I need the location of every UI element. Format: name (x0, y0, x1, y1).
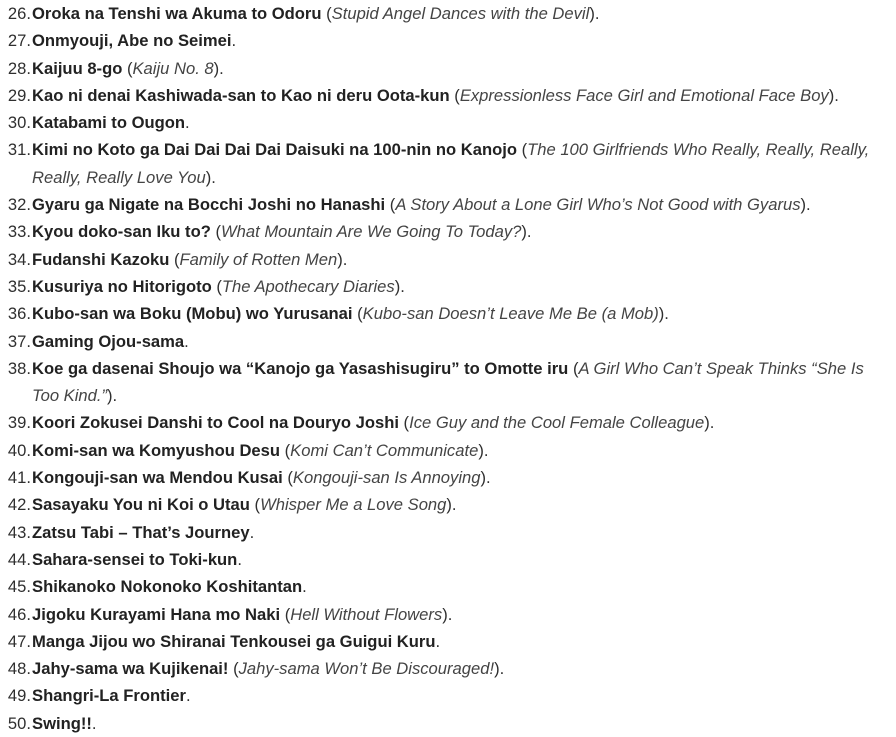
item-title: Manga Jijou wo Shiranai Tenkousei ga Guigui Kuru (32, 631, 436, 651)
list-item (0, 191, 890, 218)
item-english-title: Kongouji-san Is Annoying (292, 468, 481, 488)
item-text: Gyaru ga Nigate na Bocchi Joshi no Hanashi (A Story About a Lone Girl Who’s Not Good with Gyarus). (32, 195, 811, 215)
item-text: Jahy-sama wa Kujikenai! (Jahy-sama Won’t Be Discouraged!). (32, 659, 505, 679)
item-number: 44. (7, 549, 31, 569)
item-text: Koori Zokusei Danshi to Cool na Douryo Joshi (Ice Guy and the Cool Female Colleague). (32, 413, 715, 433)
list-item (0, 519, 890, 546)
item-text: Kusuriya no Hitorigoto (The Apothecary Diaries). (32, 276, 405, 296)
item-text: Koe ga dasenai Shoujo wa “Kanojo ga Yasashisugiru” to Omotte iru (A Girl Who Can’t Speak Thinks “She Is Too Kind.”). (32, 358, 864, 406)
item-title: Gyaru ga Nigate na Bocchi Joshi no Hanashi (32, 195, 386, 215)
item-title: Katabami to Ougon (32, 113, 186, 133)
item-text: Onmyouji, Abe no Seimei. (32, 31, 237, 51)
item-text: Jigoku Kurayami Hana mo Naki (Hell Without Flowers). (32, 604, 453, 624)
item-text: Kimi no Koto ga Dai Dai Dai Dai Daisuki na 100-nin no Kanojo (The 100 Girlfriends Who Really, Really, Really, Really, Really Love You). (32, 140, 870, 187)
item-title: Jahy-sama wa Kujikenai! (32, 659, 229, 679)
item-english-title: What Mountain Are We Going To Today? (221, 222, 522, 242)
list-item (0, 218, 890, 245)
list-item (0, 682, 890, 709)
item-text: Shangri-La Frontier. (32, 686, 191, 706)
list-item (0, 300, 890, 327)
item-english-title: Whisper Me a Love Song (260, 495, 447, 515)
item-number: 27. (7, 31, 31, 51)
item-text: Oroka na Tenshi wa Akuma to Odoru (Stupid Angel Dances with the Devil). (32, 4, 600, 23)
list-item (0, 136, 890, 191)
list-item (0, 601, 890, 628)
item-text: Kongouji-san wa Mendou Kusai (Kongouji-san Is Annoying). (32, 468, 491, 488)
item-number: 46. (7, 604, 31, 624)
item-text: Komi-san wa Komyushou Desu (Komi Can’t Communicate). (32, 440, 489, 460)
item-number: 26. (7, 4, 31, 23)
item-title: Kaijuu 8-go (32, 58, 123, 78)
list-item (0, 273, 890, 300)
item-title: Shikanoko Nokonoko Koshitantan (32, 577, 303, 597)
list-item (0, 464, 890, 491)
item-number: 43. (7, 522, 31, 542)
list-item (0, 109, 890, 136)
item-number: 36. (7, 304, 31, 324)
list-item (0, 82, 890, 109)
item-title: Sasayaku You ni Koi o Utau (32, 495, 250, 515)
item-title: Kusuriya no Hitorigoto (32, 276, 212, 296)
item-english-title: Jahy-sama Won’t Be Discouraged! (238, 659, 495, 679)
item-english-title: Expressionless Face Girl and Emotional Face Boy (459, 85, 829, 105)
list-item (0, 573, 890, 600)
list-item (0, 246, 890, 273)
item-title: Komi-san wa Komyushou Desu (32, 440, 281, 460)
item-english-title: Family of Rotten Men (179, 249, 338, 269)
item-number: 33. (7, 222, 31, 242)
item-english-title: Kubo-san Doesn’t Leave Me Be (a Mob) (362, 304, 659, 324)
item-number: 49. (7, 686, 31, 706)
item-title: Sahara-sensei to Toki-kun (32, 549, 238, 569)
item-text: Shikanoko Nokonoko Koshitantan. (32, 577, 307, 597)
item-text: Kubo-san wa Boku (Mobu) wo Yurusanai (Kubo-san Doesn’t Leave Me Be (a Mob)). (32, 304, 669, 324)
list-item (0, 437, 890, 464)
list-item (0, 491, 890, 518)
item-english-title: Komi Can’t Communicate (290, 440, 479, 460)
item-title: Kongouji-san wa Mendou Kusai (32, 468, 283, 488)
list-item (0, 0, 890, 27)
item-number: 28. (7, 58, 31, 78)
item-title: Oroka na Tenshi wa Akuma to Odoru (32, 4, 322, 23)
list-item (0, 409, 890, 436)
item-number: 39. (7, 413, 31, 433)
item-title: Koori Zokusei Danshi to Cool na Douryo Joshi (32, 413, 399, 433)
item-english-title: Ice Guy and the Cool Female Colleague (409, 413, 705, 433)
item-english-title: Stupid Angel Dances with the Devil (331, 4, 590, 23)
item-text: Katabami to Ougon. (32, 113, 190, 133)
item-title: Kimi no Koto ga Dai Dai Dai Dai Daisuki na 100-nin no Kanojo (32, 140, 517, 160)
item-title: Kubo-san wa Boku (Mobu) wo Yurusanai (32, 304, 353, 324)
item-number: 29. (7, 85, 31, 105)
item-number: 35. (7, 276, 31, 296)
item-number: 30. (7, 113, 31, 133)
item-title: Koe ga dasenai Shoujo wa “Kanojo ga Yasashisugiru” to Omotte iru (32, 358, 569, 378)
item-number: 34. (7, 249, 31, 269)
list-item (0, 328, 890, 355)
item-number: 45. (7, 577, 31, 597)
item-title: Gaming Ojou-sama (32, 331, 185, 351)
item-text: Fudanshi Kazoku (Family of Rotten Men). (32, 249, 348, 269)
item-number: 40. (7, 440, 31, 460)
item-text: Sasayaku You ni Koi o Utau (Whisper Me a Love Song). (32, 495, 457, 515)
list-item (0, 355, 890, 410)
item-text: Zatsu Tabi – That’s Journey. (32, 522, 255, 542)
item-english-title: A Story About a Lone Girl Who’s Not Good with Gyarus (395, 195, 801, 215)
item-title: Kao ni denai Kashiwada-san to Kao ni deru Oota-kun (32, 85, 450, 105)
item-number: 31. (7, 140, 31, 160)
item-text: Kyou doko-san Iku to? (What Mountain Are We Going To Today?). (32, 222, 532, 242)
item-title: Zatsu Tabi – That’s Journey (32, 522, 250, 542)
item-number: 42. (7, 495, 31, 515)
item-text: Manga Jijou wo Shiranai Tenkousei ga Guigui Kuru. (32, 631, 441, 651)
item-title: Swing!! (32, 713, 92, 733)
list-item (0, 55, 890, 82)
item-title: Kyou doko-san Iku to? (32, 222, 211, 242)
item-title: Fudanshi Kazoku (32, 249, 170, 269)
item-number: 38. (7, 358, 31, 378)
item-english-title: The Apothecary Diaries (221, 276, 395, 296)
item-english-title: The 100 Girlfriends Who Really, Really, Really, Really, Really Love You (32, 140, 870, 187)
item-title: Jigoku Kurayami Hana mo Naki (32, 604, 281, 624)
list-item (0, 27, 890, 54)
item-number: 50. (7, 713, 31, 733)
item-text: Sahara-sensei to Toki-kun. (32, 549, 242, 569)
item-english-title: Kaiju No. 8 (132, 58, 214, 78)
item-text: Kaijuu 8-go (Kaiju No. 8). (32, 58, 224, 78)
item-text: Kao ni denai Kashiwada-san to Kao ni deru Oota-kun (Expressionless Face Girl and Emotional Face Boy). (32, 85, 839, 105)
item-number: 48. (7, 659, 31, 679)
item-title: Shangri-La Frontier (32, 686, 186, 706)
list-item (0, 628, 890, 655)
item-title: Onmyouji, Abe no Seimei (32, 31, 232, 51)
item-english-title: A Girl Who Can’t Speak Thinks “She Is Too Kind.” (32, 358, 864, 406)
item-number: 32. (7, 195, 31, 215)
item-english-title: Hell Without Flowers (290, 604, 443, 624)
list-item (0, 655, 890, 682)
item-text: Swing!!. (32, 713, 97, 733)
item-number: 41. (7, 468, 31, 488)
item-text: Gaming Ojou-sama. (32, 331, 189, 351)
item-number: 37. (7, 331, 31, 351)
list-item (0, 546, 890, 573)
item-number: 47. (7, 631, 31, 651)
